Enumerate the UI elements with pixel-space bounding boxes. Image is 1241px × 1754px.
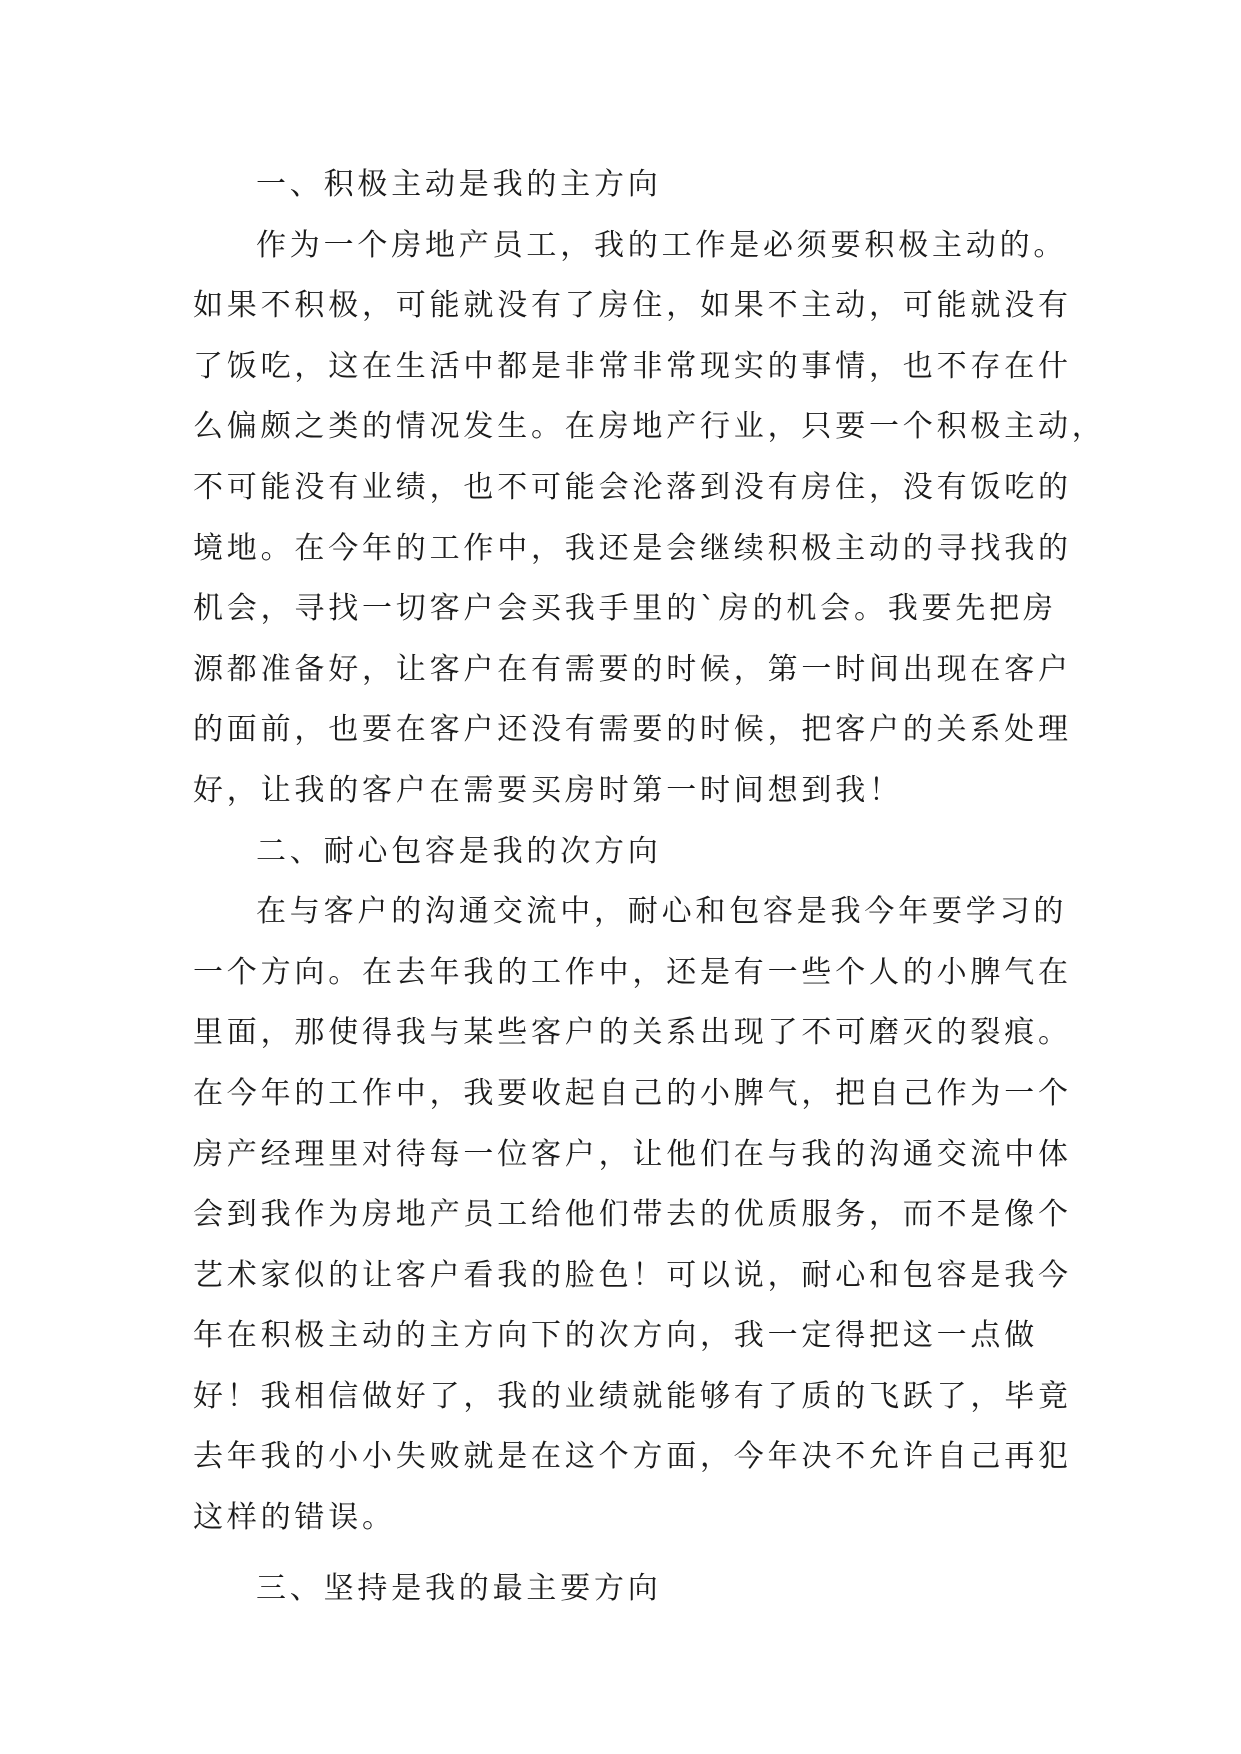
paragraph-line: 源都准备好，让客户在有需要的时候，第一时间出现在客户 [193,651,1072,687]
paragraph-line: 艺术家似的让客户看我的脸色！可以说，耐心和包容是我今 [193,1257,1072,1293]
paragraph-line: 年在积极主动的主方向下的次方向，我一定得把这一点做 [193,1318,1038,1354]
section-heading-1: 一、积极主动是我的主方向 [256,167,662,202]
paragraph-line: 的面前，也要在客户还没有需要的时候，把客户的关系处理 [193,712,1072,748]
paragraph-line: 在今年的工作中，我要收起自己的小脾气，把自己作为一个 [193,1075,1072,1111]
paragraph-line: 在与客户的沟通交流中，耐心和包容是我今年要学习的 [256,894,1068,930]
paragraph-line: 机会，寻找一切客户会买我手里的`房的机会。我要先把房 [193,591,1057,627]
document-body [193,155,1106,1619]
paragraph-line: 境地。在今年的工作中，我还是会继续积极主动的寻找我的 [193,530,1072,566]
paragraph-line: 了饭吃，这在生活中都是非常非常现实的事情，也不存在什 [193,348,1072,384]
section-heading-2: 二、耐心包容是我的次方向 [256,833,662,869]
paragraph-line: 去年我的小小失败就是在这个方面，今年决不允许自己再犯 [193,1439,1072,1475]
paragraph-line: 作为一个房地产员工，我的工作是必须要积极主动的。 [256,227,1068,263]
paragraph-line: 房产经理里对待每一位客户，让他们在与我的沟通交流中体 [193,1136,1072,1172]
paragraph-line: 一个方向。在去年我的工作中，还是有一些个人的小脾气在 [193,954,1072,990]
paragraph-line: 如果不积极，可能就没有了房住，如果不主动，可能就没有 [193,288,1072,324]
paragraph-line: 这样的错误。 [193,1500,396,1536]
section-heading-3: 三、坚持是我的最主要方向 [256,1570,662,1606]
paragraph-line: 么偏颇之类的情况发生。在房地产行业，只要一个积极主动， [193,409,1106,445]
paragraph-line: 好！我相信做好了，我的业绩就能够有了质的飞跃了，毕竟 [193,1378,1072,1414]
paragraph-line: 会到我作为房地产员工给他们带去的优质服务，而不是像个 [193,1197,1072,1233]
paragraph-line: 不可能没有业绩，也不可能会沦落到没有房住，没有饭吃的 [193,469,1072,505]
paragraph-line: 里面，那使得我与某些客户的关系出现了不可磨灭的裂痕。 [193,1015,1072,1051]
paragraph-line: 好，让我的客户在需要买房时第一时间想到我！ [193,772,903,808]
